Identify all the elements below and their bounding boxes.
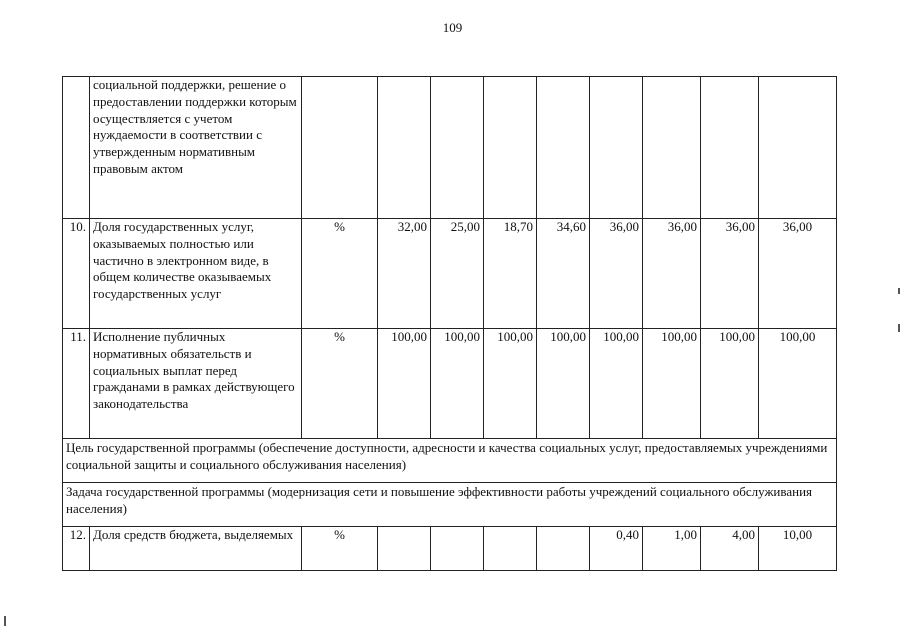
- unit-cell: %: [302, 527, 378, 571]
- value-cell: 36,00: [643, 219, 701, 329]
- value-cell: [537, 527, 590, 571]
- value-cell: 32,00: [378, 219, 431, 329]
- value-cell: 36,00: [759, 219, 837, 329]
- program-task-cell: Задача государственной программы (модернизация сети и повышение эффективности работы учреждений социального обслуживания населения): [63, 483, 837, 527]
- row-number-cell: 12.: [63, 527, 90, 571]
- unit-cell: %: [302, 329, 378, 439]
- indicators-table: [62, 76, 837, 571]
- value-cell: 25,00: [431, 219, 484, 329]
- table-row: [63, 329, 837, 439]
- row-number-cell: 10.: [63, 219, 90, 329]
- value-cell: 100,00: [537, 329, 590, 439]
- value-cell: 100,00: [484, 329, 537, 439]
- unit-cell: %: [302, 219, 378, 329]
- value-cell: 100,00: [643, 329, 701, 439]
- value-cell: 100,00: [431, 329, 484, 439]
- value-cell: 100,00: [590, 329, 643, 439]
- value-cell: 4,00: [701, 527, 759, 571]
- indicator-name-cell: Доля государственных услуг, оказываемых полностью или частично в электронном виде, в общем количестве оказываемых государственных услуг: [90, 219, 302, 329]
- value-cell: 100,00: [701, 329, 759, 439]
- value-cell: 1,00: [643, 527, 701, 571]
- value-cell: [431, 527, 484, 571]
- table-row: [63, 483, 837, 527]
- scan-mark: [898, 288, 900, 294]
- value-cell: 36,00: [590, 219, 643, 329]
- indicator-name-cell: социальной поддержки, решение о предоставлении поддержки которым осуществляется с учетом нуждаемости в соответствии с утвержденным нормативным правовым актом: [90, 77, 302, 219]
- value-cell: 34,60: [537, 219, 590, 329]
- value-cell: 36,00: [701, 219, 759, 329]
- indicator-name-cell: Исполнение публичных нормативных обязательств и социальных выплат перед гражданами в рамках действующего законодательства: [90, 329, 302, 439]
- indicator-name-cell: Доля средств бюджета, выделяемых: [90, 527, 302, 571]
- row-number-cell: 11.: [63, 329, 90, 439]
- scan-mark: [4, 616, 6, 626]
- table-row: [63, 77, 837, 219]
- program-goal-cell: Цель государственной программы (обеспечение доступности, адресности и качества социальных услуг, предоставляемых учреждениями социальной защиты и социального обслуживания населения): [63, 439, 837, 483]
- value-cell: [378, 527, 431, 571]
- value-cell: 0,40: [590, 527, 643, 571]
- page-number: 109: [442, 20, 463, 35]
- table-row: [63, 527, 837, 571]
- value-cell: 100,00: [759, 329, 837, 439]
- table-row: [63, 219, 837, 329]
- value-cell: 100,00: [378, 329, 431, 439]
- value-cell: 10,00: [759, 527, 837, 571]
- value-cell: 18,70: [484, 219, 537, 329]
- row-number-cell: [63, 77, 90, 219]
- scan-mark: [898, 324, 900, 332]
- table-row: [63, 439, 837, 483]
- value-cell: [484, 527, 537, 571]
